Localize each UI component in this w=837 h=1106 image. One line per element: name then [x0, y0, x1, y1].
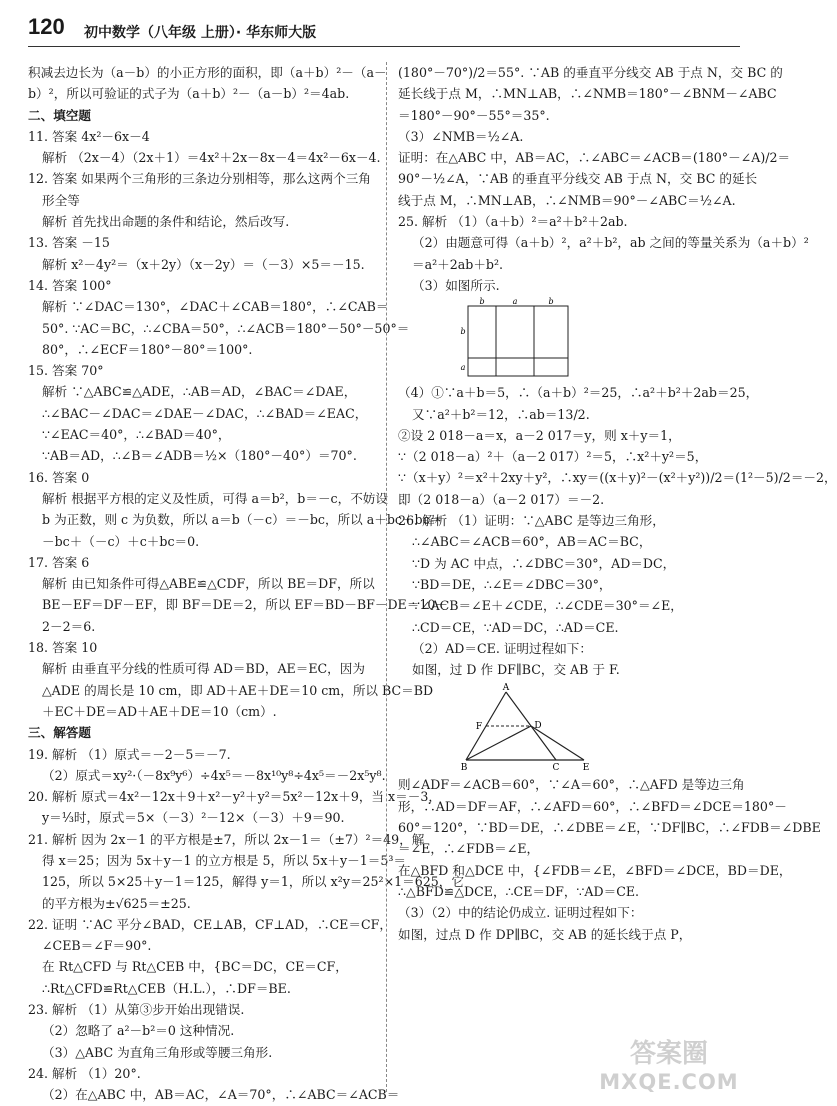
- text-line: b）²，所以可验证的式子为（a＋b）²－（a－b）²＝4ab.: [28, 86, 350, 102]
- analysis-line: 解析 首先找出命题的条件和结论，然后改写.: [42, 214, 290, 230]
- label-E: E: [582, 763, 590, 774]
- text-line: 50°. ∵AC＝BC，∴∠CBA＝50°，∴∠ACB＝180°－50°－50°＝: [42, 320, 410, 336]
- text-line: ②设 2 018－a＝x，a－2 017＝y，则 x＋y＝1，: [398, 427, 681, 443]
- text-line: ∴∠ABC＝∠ACB＝60°，AB＝AC＝BC，: [412, 534, 652, 550]
- text-line: BE－EF＝DF－EF，即 BF＝DE＝2，所以 EF＝BD－BF－DE＝10－: [42, 597, 448, 613]
- answer-line: 25. 解析 （1）（a＋b）²＝a²＋b²＋2ab.: [398, 214, 628, 230]
- square-diagram: [458, 298, 578, 380]
- text-line: ∵BD＝DE，∴∠E＝∠DBC＝30°，: [412, 576, 612, 592]
- segment-DE: [531, 726, 584, 760]
- text-line: －bc＋（－c）＋c＋bc＝0.: [42, 533, 200, 549]
- analysis-line: 解析 ∵△ABC≌△ADE，∴AB＝AD，∠BAC＝∠DAE，: [42, 384, 357, 400]
- section-heading: 三、解答题: [28, 725, 91, 741]
- text-line: 得 x＝25；因为 5x＋y－1 的立方根是 5，所以 5x＋y－1＝5³＝: [42, 852, 406, 868]
- text-line: 形全等: [42, 192, 80, 208]
- watermark: [594, 1038, 744, 1100]
- page-number: 120: [28, 14, 65, 39]
- text-line: 形，∴AD＝DF＝AF，∴∠AFD＝60°，∴∠BFD＝∠DCE＝180°－: [398, 798, 787, 814]
- right-column: [398, 62, 837, 945]
- analysis-line: 解析 ∵∠DAC＝130°，∠DAC＋∠CAB＝180°，∴∠CAB＝: [42, 299, 389, 315]
- text-line: 线于点 M，∴MN⊥AB，∴∠NMB＝90°－∠ABC＝½∠A.: [398, 192, 736, 208]
- label-left-a: a: [460, 363, 466, 373]
- answer-line: 15. 答案 70°: [28, 363, 104, 379]
- text-line: （2）由题意可得（a＋b）²，a²＋b²，ab 之间的等量关系为（a＋b）²: [412, 235, 809, 251]
- text-line: ∵D 为 AC 中点，∴∠DBC＝30°，AD＝DC，: [412, 555, 676, 571]
- text-line: （4）①∵a＋b＝5，∴（a＋b）²＝25，∴a²＋b²＋2ab＝25，: [398, 385, 759, 401]
- text-line: (180°－70°)/2＝55°. ∵AB 的垂直平分线交 AB 于点 N，交 BC 的: [398, 65, 783, 80]
- answer-line: 20. 解析 原式＝4x²－12x＋9＋x²－y²＋y²＝5x²－12x＋9，当 x＝－3，: [28, 789, 441, 805]
- text-line: 80°，∴∠ECF＝180°－80°＝100°.: [42, 341, 253, 357]
- label-top-a: a: [512, 297, 518, 307]
- answer-line: 18. 答案 10: [28, 640, 98, 656]
- text-line: ∵AB＝AD，∴∠B＝∠ADB＝½×（180°－40°）＝70°.: [42, 448, 357, 464]
- text-line: ∴Rt△CFD≌Rt△CEB（H.L.），∴DF＝BE.: [42, 980, 291, 996]
- answer-line: 26. 解析 （1）证明：∵△ABC 是等边三角形，: [398, 513, 665, 529]
- book-title: 初中数学（八年级 上册）· 华东师大版: [84, 25, 317, 41]
- analysis-line: 解析 由垂直平分线的性质可得 AD＝BD，AE＝EC，因为: [42, 661, 365, 677]
- text-line: ∴CD＝CE，∵AD＝DC，∴AD＝CE.: [412, 619, 619, 635]
- text-line: 如图，过 D 作 DF∥BC，交 AB 于 F.: [412, 662, 620, 678]
- text-line: 在△BFD 和△DCE 中，{∠FDB＝∠E，∠BFD＝∠DCE，BD＝DE，: [398, 862, 792, 878]
- text-line: （2）忽略了 a²－b²＝0 这种情况.: [42, 1023, 235, 1039]
- text-line: 在 Rt△CFD 与 Rt△CEB 中，{BC＝DC，CE＝CF，: [42, 959, 348, 975]
- watermark-line-1: 答案圈: [629, 1039, 708, 1069]
- text-line: 60°＝120°，∵BD＝DE，∴∠DBE＝∠E，∵DF∥BC，∴∠FDB＝∠DBE: [398, 820, 821, 836]
- outer-rectangle: [468, 306, 568, 376]
- answer-line: 19. 解析 （1）原式＝－2－5＝－7.: [28, 746, 231, 762]
- text-line: ∠CEB＝∠F＝90°.: [42, 938, 152, 954]
- text-line: 延长线于点 M，∴MN⊥AB，∴∠NMB＝180°－∠BNM－∠ABC: [398, 86, 777, 102]
- text-line: ＋EC＋DE＝AD＋AE＋DE＝10（cm）.: [42, 703, 277, 719]
- answer-line: 21. 解析 因为 2x－1 的平方根是±7，所以 2x－1＝（±7）²＝49，解: [28, 831, 425, 847]
- text-line: 如图，过点 D 作 DP∥BC，交 AB 的延长线于点 P，: [398, 926, 692, 942]
- text-line: ＝a²＋2ab＋b².: [412, 256, 504, 272]
- answer-line: 14. 答案 100°: [28, 277, 112, 293]
- answer-line: 16. 答案 0: [28, 469, 90, 485]
- watermark-line-2: MXQE.COM: [599, 1070, 739, 1094]
- label-top-b2: b: [548, 297, 554, 307]
- answer-line: 23. 解析 （1）从第③步开始出现错误.: [28, 1002, 245, 1018]
- text-line: ∵∠EAC＝40°，∴∠BAD＝40°，: [42, 427, 231, 443]
- label-B: B: [460, 763, 468, 774]
- answer-line: 22. 证明 ∵AC 平分∠BAD，CE⊥AB，CF⊥AD，∴CE＝CF，: [28, 916, 392, 932]
- text-line: （2）在△ABC 中，AB＝AC，∠A＝70°，∴∠ABC＝∠ACB＝: [42, 1087, 400, 1103]
- text-line: （2）原式＝xy²·（－8x⁹y⁶）÷4x⁵＝－8x¹⁰y⁸÷4x⁵＝－2x⁵y⁸.: [42, 767, 386, 783]
- label-F: F: [475, 722, 483, 733]
- analysis-line: 解析 由已知条件可得△ABE≌△CDF，所以 BE＝DF，所以: [42, 576, 375, 592]
- text-line: ∴∠BAC－∠DAC＝∠DAE－∠DAC，∴∠BAD＝∠EAC，: [42, 405, 368, 421]
- text-line: 则∠ADF＝∠ACB＝60°，∵∠A＝60°，∴△AFD 是等边三角: [398, 777, 745, 793]
- analysis-line: 解析 x²－4y²＝（x＋2y）（x－2y）＝（－3）×5＝－15.: [42, 256, 365, 272]
- text-line: ∵（2 018－a）²＋（a－2 017）²＝5，∴x²＋y²＝5，: [398, 449, 708, 465]
- text-line: ＝180°－90°－55°＝35°.: [398, 107, 550, 123]
- text-line: y＝⅓时，原式＝5×（－3）²－12×（－3）＋9＝90.: [42, 810, 345, 826]
- answer-line: 24. 解析 （1）20°.: [28, 1065, 141, 1081]
- text-line: 证明：在△ABC 中，AB＝AC，∴∠ABC＝∠ACB＝(180°－∠A)/2＝: [398, 150, 791, 166]
- section-heading: 二、填空题: [28, 107, 91, 123]
- page-header: [28, 10, 728, 50]
- label-top-b1: b: [479, 297, 485, 307]
- text-line: （3）（2）中的结论仍成立. 证明过程如下：: [398, 905, 643, 921]
- text-line: 即（2 018－a）（a－2 017）＝－2.: [398, 491, 605, 507]
- text-line: ∵（x＋y）²＝x²＋2xy＋y²，∴xy＝((x＋y)²－(x²＋y²))/2＝(1²－5)/2＝－2，: [398, 470, 837, 486]
- text-line: 125，所以 5×25＋y－1＝125，解得 y＝1，所以 x²y＝25²×1＝625，它: [42, 874, 464, 890]
- text-line: 的平方根为±√625＝±25.: [42, 895, 191, 911]
- text-line: 积减去边长为（a－b）的小正方形的面积，即（a＋b）²－（a－: [28, 65, 387, 80]
- label-A: A: [502, 683, 510, 694]
- text-line: 又∵a²＋b²＝12，∴ab＝13/2.: [412, 406, 590, 422]
- header-rule: [28, 46, 740, 47]
- column-divider: [386, 62, 387, 1092]
- label-left-b: b: [460, 327, 466, 337]
- text-line: （3）如图所示.: [412, 277, 500, 293]
- answer-line: 13. 答案 －15: [28, 235, 110, 251]
- analysis-line: 解析 根据平方根的定义及性质，可得 a＝b²，b＝－c，不妨设: [42, 490, 388, 506]
- text-line: b 为正数，则 c 为负数，所以 a＝b（－c）＝－bc，所以 a＋bc＋bc＝: [42, 512, 443, 528]
- text-line: △ADE 的周长是 10 cm，即 AD＋AE＋DE＝10 cm，所以 BC＝BD: [42, 682, 434, 698]
- answer-line: 12. 答案 如果两个三角形的三条边分别相等，那么这两个三角: [28, 171, 371, 187]
- text-line: ＝∠E，∴∠FDB＝∠E，: [398, 841, 540, 857]
- triangle-diagram: [458, 682, 608, 772]
- answer-line: 11. 答案 4x²－6x－4: [28, 128, 150, 144]
- text-line: 2－2＝6.: [42, 618, 96, 634]
- text-line: ∴△BFD≌△DCE，∴CE＝DF，∵AD＝CE.: [398, 883, 640, 899]
- text-line: （3）△ABC 为直角三角形或等腰三角形.: [42, 1044, 273, 1060]
- text-line: （3）∠NMB＝½∠A.: [398, 128, 524, 144]
- label-D: D: [534, 721, 542, 732]
- text-line: ∵∠ACB＝∠E＋∠CDE，∴∠CDE＝30°＝∠E，: [412, 598, 683, 614]
- text-line: 90°－½∠A，∵AB 的垂直平分线交 AB 于点 N，交 BC 的延长: [398, 171, 758, 187]
- analysis-line: 解析 （2x－4）（2x＋1）＝4x²＋2x－8x－4＝4x²－6x－4.: [42, 150, 381, 166]
- text-line: （2）AD＝CE. 证明过程如下：: [412, 640, 592, 656]
- answer-line: 17. 答案 6: [28, 554, 90, 570]
- label-C: C: [552, 763, 560, 774]
